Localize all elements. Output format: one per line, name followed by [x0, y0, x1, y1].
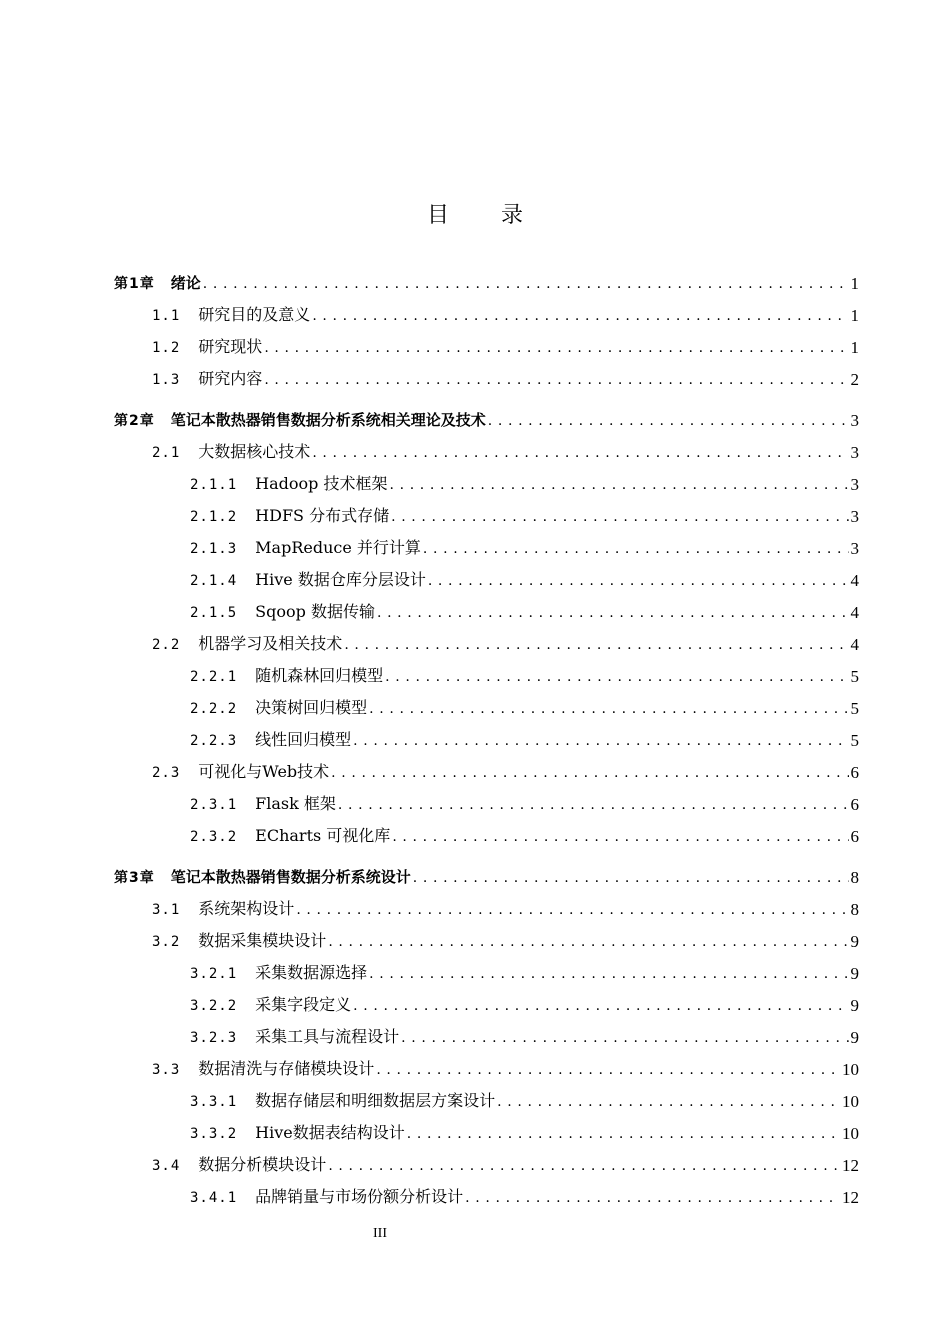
toc-entry-label [152, 305, 310, 326]
toc-entry-title: 采集工具与流程设计 [255, 1027, 400, 1046]
toc-dot-leader [497, 1092, 840, 1112]
toc-entry-page: 1 [850, 338, 859, 357]
toc-entry-title: ECharts 可视化库 [255, 826, 391, 845]
toc-entry-label [114, 867, 411, 888]
toc-entry-page: 10 [842, 1060, 859, 1079]
toc-entry-title: 笔记本散热器销售数据分析系统相关理论及技术 [170, 411, 486, 429]
toc-chapter-entry[interactable] [114, 862, 859, 888]
toc-entry-label [190, 570, 426, 591]
toc-entry-page: 8 [850, 868, 859, 887]
toc-entry-page: 6 [850, 795, 859, 814]
toc-entry-title: 采集数据源选择 [255, 963, 368, 982]
toc-dot-leader [392, 827, 848, 847]
toc-entry-page: 5 [850, 667, 859, 686]
toc-entry-page: 9 [850, 996, 859, 1015]
toc-dot-leader [488, 411, 849, 431]
toc-entry-page: 3 [850, 539, 859, 558]
toc-entry-title: 数据存储层和明细数据层方案设计 [255, 1091, 496, 1110]
toc-entry-title: 数据采集模块设计 [198, 931, 327, 950]
toc-entry-label [152, 337, 262, 358]
toc-subsection-entry[interactable] [190, 565, 859, 591]
toc-dot-leader [423, 539, 849, 559]
toc-section-entry[interactable] [152, 300, 859, 326]
toc-entry-page: 10 [842, 1124, 859, 1143]
toc-chapter-entry[interactable] [114, 405, 859, 431]
toc-subsection-entry[interactable] [190, 789, 859, 815]
toc-title-part2: 录 [501, 203, 524, 228]
toc-section-entry[interactable] [152, 1150, 859, 1176]
toc-dot-leader [390, 475, 849, 495]
toc-entry-label [152, 762, 329, 783]
toc-entry-label [190, 602, 375, 623]
toc-subsection-entry[interactable] [190, 1118, 859, 1144]
toc-entry-label [190, 1123, 405, 1144]
toc-entry-label [190, 963, 367, 984]
toc-dot-leader [401, 1028, 848, 1048]
toc-subsection-entry[interactable] [190, 990, 859, 1016]
toc-entry-page: 3 [850, 443, 859, 462]
toc-dot-leader [312, 443, 848, 463]
toc-entry-page: 6 [850, 763, 859, 782]
toc-entry-page: 5 [850, 731, 859, 750]
toc-subsection-entry[interactable] [190, 821, 859, 847]
toc-entry-title: 研究内容 [198, 369, 263, 388]
toc-entry-number: 3.3.1 [190, 1094, 238, 1110]
toc-subsection-entry[interactable] [190, 958, 859, 984]
toc-subsection-entry[interactable] [190, 661, 859, 687]
toc-entry-number: 2.1 [152, 445, 181, 461]
toc-title-part1: 目 [426, 203, 449, 228]
toc-subsection-entry[interactable] [190, 533, 859, 559]
toc-section-entry[interactable] [152, 894, 859, 920]
toc-entry-page: 8 [850, 900, 859, 919]
toc-subsection-entry[interactable] [190, 501, 859, 527]
toc-entry-page: 12 [842, 1188, 859, 1207]
toc-dot-leader [312, 306, 848, 326]
toc-dot-leader [391, 507, 848, 527]
toc-entry-number: 2.1.3 [190, 541, 238, 557]
toc-section-entry[interactable] [152, 926, 859, 952]
toc-entry-number: 2.1.5 [190, 605, 238, 621]
toc-entry-number: 2.2.3 [190, 733, 238, 749]
toc-entry-title: Hive 数据仓库分层设计 [255, 570, 426, 589]
toc-dot-leader [338, 795, 849, 815]
toc-entry-label [190, 995, 351, 1016]
toc-entry-label [190, 794, 336, 815]
toc-entry-label [152, 369, 262, 390]
toc-entry-title: 品牌销量与市场份额分析设计 [255, 1187, 464, 1206]
toc-entry-label [190, 666, 383, 687]
toc-dot-leader [353, 996, 848, 1016]
toc-entry-label [152, 1155, 326, 1176]
toc-entry-title: 数据分析模块设计 [198, 1155, 327, 1174]
toc-entry-number: 3.2.3 [190, 1030, 238, 1046]
toc-entry-number: 3.3 [152, 1062, 181, 1078]
toc-entry-title: 研究现状 [198, 337, 263, 356]
toc-entry-number: 3.4 [152, 1158, 181, 1174]
toc-entry-title: HDFS 分布式存储 [255, 506, 390, 525]
toc-entry-page: 4 [850, 571, 859, 590]
toc-entry-number: 第2章 [114, 413, 155, 429]
toc-dot-leader [413, 868, 849, 888]
toc-entry-label [152, 931, 326, 952]
toc-entry-title: 大数据核心技术 [198, 442, 311, 461]
toc-entry-number: 3.2.1 [190, 966, 238, 982]
toc-entry-label [190, 698, 367, 719]
toc-dot-leader [428, 571, 849, 591]
toc-entry-number: 2.2.2 [190, 701, 238, 717]
toc-entry-number: 2.2.1 [190, 669, 238, 685]
toc-entry-title: 笔记本散热器销售数据分析系统设计 [170, 868, 411, 886]
toc-entry-label [114, 273, 201, 294]
toc-entry-page: 3 [850, 411, 859, 430]
toc-entry-number: 3.2.2 [190, 998, 238, 1014]
toc-entry-title: 机器学习及相关技术 [198, 634, 343, 653]
toc-dot-leader [376, 1060, 840, 1080]
toc-entry-number: 3.2 [152, 934, 181, 950]
toc-entry-number: 3.1 [152, 902, 181, 918]
toc-entry-page: 3 [850, 475, 859, 494]
toc-entry-label [190, 1187, 463, 1208]
toc-entry-label [190, 506, 389, 527]
toc-subsection-entry[interactable] [190, 597, 859, 623]
toc-subsection-entry[interactable] [190, 1022, 859, 1048]
toc-entry-label [190, 826, 390, 847]
toc-subsection-entry[interactable] [190, 1182, 859, 1208]
toc-entry-page: 10 [842, 1092, 859, 1111]
toc-subsection-entry[interactable] [190, 725, 859, 751]
toc-entry-page: 9 [850, 1028, 859, 1047]
toc-entry-label [190, 1091, 495, 1112]
toc-entry-number: 1.3 [152, 372, 181, 388]
toc-entry-page: 1 [850, 274, 859, 293]
toc-dot-leader [385, 667, 848, 687]
toc-dot-leader [331, 763, 848, 783]
toc-entry-title: Hadoop 技术框架 [255, 474, 388, 493]
toc-entry-title: 采集字段定义 [255, 995, 352, 1014]
toc-entry-label [114, 410, 486, 431]
toc-entry-number: 1.1 [152, 308, 181, 324]
toc-section-entry[interactable] [152, 757, 859, 783]
toc-dot-leader [296, 900, 848, 920]
toc-entry-title: 线性回归模型 [255, 730, 352, 749]
toc-entry-title: MapReduce 并行计算 [255, 538, 421, 557]
toc-section-entry[interactable] [152, 332, 859, 358]
toc-entry-label [152, 442, 310, 463]
toc-entry-label [152, 1059, 374, 1080]
toc-dot-leader [328, 932, 848, 952]
toc-entry-title: 绪论 [170, 274, 201, 292]
toc-entry-number: 2.1.1 [190, 477, 238, 493]
toc-entry-title: Sqoop 数据传输 [255, 602, 375, 621]
toc-dot-leader [344, 635, 848, 655]
toc-subsection-entry[interactable] [190, 1086, 859, 1112]
toc-section-entry[interactable] [152, 364, 859, 390]
toc-entry-number: 第1章 [114, 276, 155, 292]
toc-entry-title: 可视化与Web技术 [198, 762, 330, 781]
toc-dot-leader [264, 338, 848, 358]
toc-dot-leader [465, 1188, 840, 1208]
toc-entry-number: 2.2 [152, 637, 181, 653]
toc-section-entry[interactable] [152, 437, 859, 463]
toc-entry-page: 3 [850, 507, 859, 526]
toc-dot-leader [203, 274, 849, 294]
toc-entry-label [190, 538, 421, 559]
toc-entry-page: 4 [850, 635, 859, 654]
toc-dot-leader [264, 370, 848, 390]
toc-entry-number: 2.1.2 [190, 509, 238, 525]
toc-entry-label [190, 730, 351, 751]
toc-dot-leader [369, 699, 848, 719]
toc-entry-page: 9 [850, 932, 859, 951]
toc-title [0, 198, 950, 229]
toc-subsection-entry[interactable] [190, 469, 859, 495]
toc-entry-label [190, 474, 388, 495]
toc-entry-title: 系统架构设计 [198, 899, 295, 918]
toc-entry-page: 4 [850, 603, 859, 622]
toc-dot-leader [377, 603, 849, 623]
toc-dot-leader [353, 731, 848, 751]
toc-section-entry[interactable] [152, 1054, 859, 1080]
toc-section-entry[interactable] [152, 629, 859, 655]
toc-entry-label [190, 1027, 399, 1048]
toc-entry-page: 5 [850, 699, 859, 718]
toc-entry-number: 1.2 [152, 340, 181, 356]
toc-entry-number: 3.3.2 [190, 1126, 238, 1142]
toc-entry-page: 6 [850, 827, 859, 846]
toc-entry-page: 9 [850, 964, 859, 983]
toc-entry-title: Hive数据表结构设计 [255, 1123, 405, 1142]
toc-entry-number: 第3章 [114, 870, 155, 886]
toc-dot-leader [328, 1156, 840, 1176]
toc-dot-leader [407, 1124, 840, 1144]
toc-entry-page: 1 [850, 306, 859, 325]
page-number: III [373, 1226, 387, 1241]
toc-dot-leader [369, 964, 848, 984]
toc-entry-label [152, 899, 294, 920]
toc-chapter-entry[interactable] [114, 268, 859, 294]
toc-entry-page: 12 [842, 1156, 859, 1175]
toc-entry-title: 研究目的及意义 [198, 305, 311, 324]
toc-entry-number: 2.1.4 [190, 573, 238, 589]
toc-entry-number: 2.3.2 [190, 829, 238, 845]
toc-entry-page: 2 [850, 370, 859, 389]
toc-entry-number: 3.4.1 [190, 1190, 238, 1206]
toc-entry-number: 2.3.1 [190, 797, 238, 813]
toc-entry-title: Flask 框架 [255, 794, 336, 813]
toc-entry-label [152, 634, 342, 655]
toc-subsection-entry[interactable] [190, 693, 859, 719]
toc-entry-number: 2.3 [152, 765, 181, 781]
toc-entry-title: 决策树回归模型 [255, 698, 368, 717]
toc-entry-title: 数据清洗与存储模块设计 [198, 1059, 375, 1078]
toc-entry-title: 随机森林回归模型 [255, 666, 384, 685]
